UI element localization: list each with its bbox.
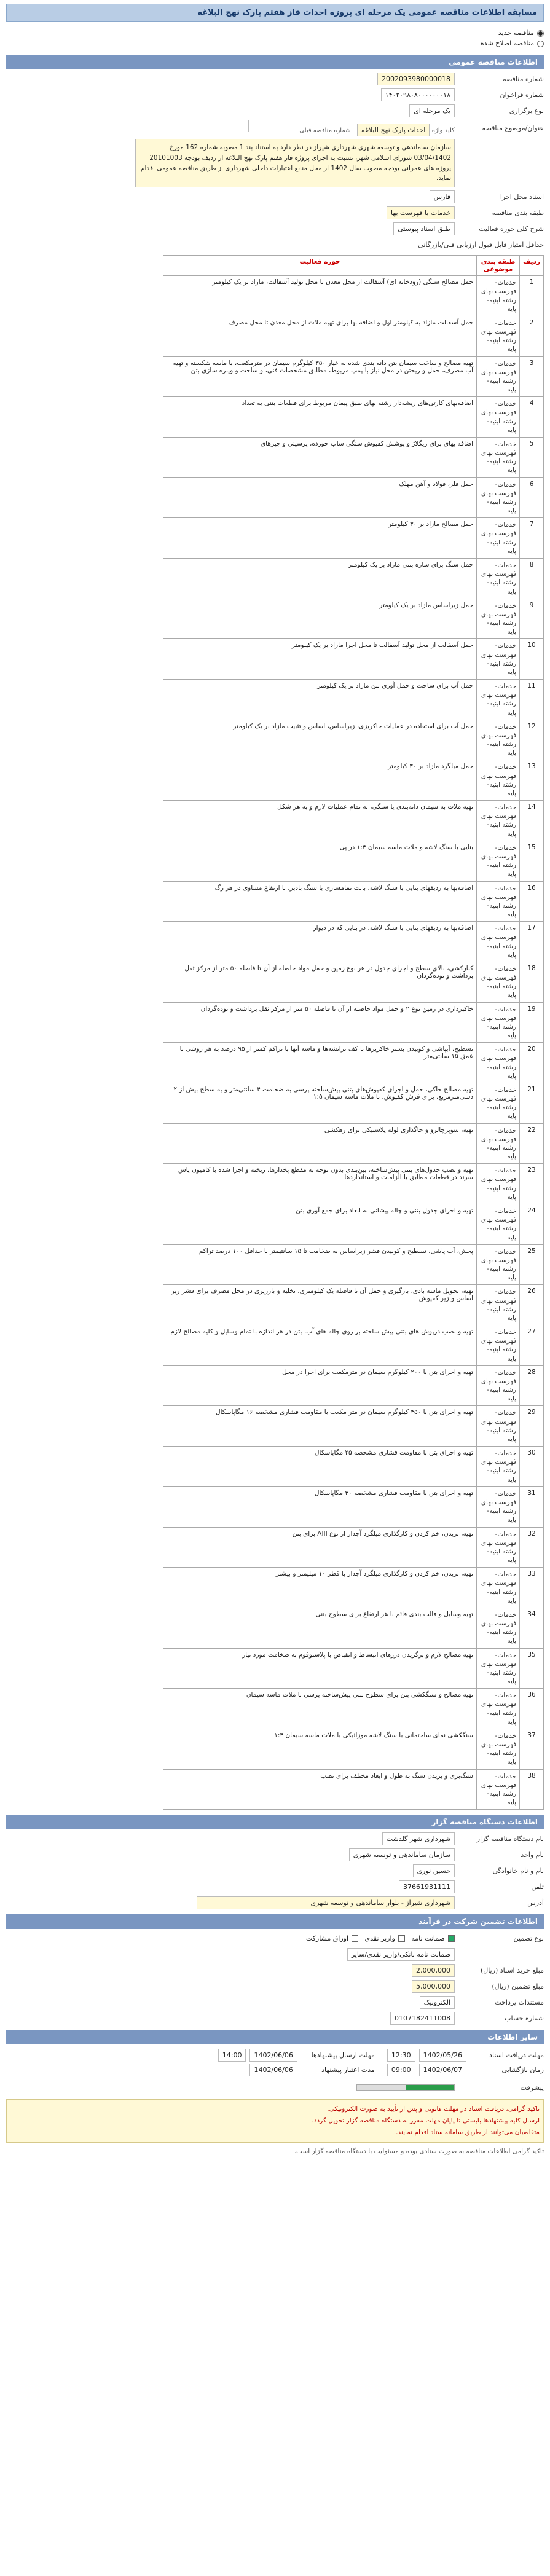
row-index: 34 [520, 1608, 544, 1648]
row-index: 27 [520, 1325, 544, 1366]
org-unit [6, 1848, 544, 1861]
row-category: خدمات-فهرست بهای رشته ابنیه-پایه [477, 720, 520, 760]
page-title: مسابقه اطلاعات مناقصه عمومی یک مرحله ای پروژه احداث فاز هفتم پارک نهج البلاغه [6, 4, 544, 22]
row-category: خدمات-فهرست بهای رشته ابنیه-پایه [477, 1285, 520, 1325]
table-row [163, 1568, 544, 1608]
row-category: خدمات-فهرست بهای رشته ابنیه-پایه [477, 1083, 520, 1123]
org-name [6, 1832, 544, 1845]
date-value: 1402/06/06 [249, 2064, 297, 2076]
row-index: 19 [520, 1002, 544, 1043]
table-row [163, 316, 544, 356]
row-description: تهیه، سوپرچالرو و حاگذاری لوله پلاستیکی برای زهکشی [163, 1123, 477, 1164]
date-value: 1402/06/07 [419, 2064, 466, 2076]
row-index: 10 [520, 639, 544, 680]
field-label: شماره مناقصه [503, 74, 544, 83]
table-row [163, 962, 544, 1002]
section-guarantee: اطلاعات تضمین شرکت در فرآیند [6, 1914, 544, 1929]
row-category: خدمات-فهرست بهای رشته ابنیه-پایه [477, 1164, 520, 1204]
field-number [6, 72, 544, 85]
row-description: تهیه و اجرای جدول بتنی و چاله پیشانی به ابعاد برای جمع آوری بتن [163, 1204, 477, 1245]
row-index: 17 [520, 922, 544, 962]
progress-row [6, 2081, 544, 2094]
request-number-value: ۱۴۰۲۰۹۸۰۸۰۰۰۰۰۰۰۱۸ [381, 88, 455, 101]
row-index: 4 [520, 397, 544, 438]
row-description: پخش، آب پاشی، تسطیح و کوبیدن قشر زیراساس به ضخامت تا ۱۵ سانتیمتر با حداقل ۱۰۰ درصد تراکم [163, 1244, 477, 1285]
table-row [163, 1325, 544, 1366]
row-description: حمل میلگرد مازاد بر ۳۰ کیلومتر [163, 760, 477, 801]
table-row [163, 1447, 544, 1487]
radio-icon[interactable] [537, 30, 544, 37]
row-description: اضافه‌بها به ردیفهای بنایی با سنگ لاشه، در بنایی که در دیوار [163, 922, 477, 962]
title-small: کلید واژه [431, 127, 455, 134]
type-options [6, 25, 544, 50]
org-contact [6, 1864, 544, 1877]
table-row [163, 1204, 544, 1245]
field-label: مستندات پرداخت [495, 1998, 544, 2006]
row-index: 12 [520, 720, 544, 760]
note: ارسال کلیه پیشنهادها بایستی تا پایان مهلت مقرر به دستگاه مناقصه گزار تحویل گردد. [312, 2117, 540, 2125]
row-category: خدمات-فهرست بهای رشته ابنیه-پایه [477, 1527, 520, 1568]
table-row [163, 1486, 544, 1527]
row-category: خدمات-فهرست بهای رشته ابنیه-پایه [477, 1486, 520, 1527]
row-category: خدمات-فهرست بهای رشته ابنیه-پایه [477, 276, 520, 316]
org-address [6, 1896, 544, 1909]
row-category: خدمات-فهرست بهای رشته ابنیه-پایه [477, 477, 520, 518]
field-label: آدرس [527, 1898, 544, 1907]
type-option-label: مناقصه اصلاح شده [480, 39, 534, 47]
number-value[interactable]: 2002093980000018 [377, 73, 455, 85]
location-value: فارس [430, 190, 455, 203]
row-description: تهیه مصالح لازم و برگزیدن درزهای انبساط و انقباض با پلاستوفوم به ضخامت مورد نیاز [163, 1648, 477, 1689]
row-description: حمل فلز، فولاد و آهن مهلک [163, 477, 477, 518]
field-label: نوع برگزاری [509, 106, 544, 115]
row-description: سنگ‌بری و بریدن سنگ به طول و ابعاد مختلف برای نصب [163, 1769, 477, 1810]
table-header [163, 256, 544, 276]
section-other: سایر اطلاعات [6, 2030, 544, 2044]
payment-method-value: الکترونیک [420, 1996, 455, 2009]
org-phone [6, 1880, 544, 1893]
table-row [163, 639, 544, 680]
row-category: خدمات-فهرست بهای رشته ابنیه-پایه [477, 760, 520, 801]
row-index: 22 [520, 1123, 544, 1164]
row-category: خدمات-فهرست بهای رشته ابنیه-پایه [477, 1365, 520, 1406]
table-row [163, 922, 544, 962]
table-row [163, 559, 544, 599]
row-description: تهیه، تحویل ماسه بادی، بارگیری و حمل آن تا فاصله یک کیلومتری، تخلیه و بارریزی در محل مصرف برای قشر زیر اساس و زیر کفپوش [163, 1285, 477, 1325]
table-row [163, 437, 544, 477]
field-label: شرح کلی حوزه فعالیت [479, 224, 544, 233]
table-row [163, 1527, 544, 1568]
row-description: بنایی با سنگ لاشه و ملات ماسه سیمان ۱:۴ در پی [163, 841, 477, 881]
row-category: خدمات-فهرست بهای رشته ابنیه-پایه [477, 680, 520, 720]
items-table [163, 255, 544, 1810]
guarantee-type-value: ضمانت نامه بانکی/واریز نقدی/سایر [347, 1948, 455, 1961]
row-category: خدمات-فهرست بهای رشته ابنیه-پایه [477, 599, 520, 639]
date-doc [218, 2049, 375, 2062]
table-row [163, 1769, 544, 1810]
row-category: خدمات-فهرست بهای رشته ابنیه-پایه [477, 518, 520, 559]
row-category: خدمات-فهرست بهای رشته ابنیه-پایه [477, 1648, 520, 1689]
row-description: حمل آسفالت مازاد به کیلومتر اول و اضافه بها برای تهیه ملات از محل معدن تا محل مصرف [163, 316, 477, 356]
date-value: 1402/05/26 [419, 2049, 466, 2062]
table-row [163, 1608, 544, 1648]
table-row [163, 1043, 544, 1083]
org-unit-value: سازمان ساماندهی و توسعه شهری [349, 1848, 455, 1861]
row-description: تهیه مصالح و سنگکشی بتن برای سطوح بتنی پیش‌ساخته پرسی با ملات ماسه سیمان [163, 1689, 477, 1729]
row-description: حمل آب برای ساخت و حمل آوری بتن مازاد بر یک کیلومتر [163, 680, 477, 720]
area-value: یک مرحله ای [409, 104, 455, 117]
row-index: 15 [520, 841, 544, 881]
row-index: 30 [520, 1447, 544, 1487]
row-index: 16 [520, 881, 544, 922]
section-organizer: اطلاعات دستگاه مناقصه گزار [6, 1815, 544, 1829]
row-index: 13 [520, 760, 544, 801]
guarantee-type [6, 1931, 544, 1945]
col-desc: حوزه فعالیت [163, 256, 477, 276]
row-category: خدمات-فهرست بهای رشته ابنیه-پایه [477, 356, 520, 397]
row-description: حمل مصالح سنگی (رودخانه ای) آسفالت از محل معدن تا محل تولید آسفالت، مازاد بر یک کیلومتر [163, 276, 477, 316]
col-cat: طبقه بندی موضوعی [477, 256, 520, 276]
table-row [163, 1689, 544, 1729]
row-index: 31 [520, 1486, 544, 1527]
row-category: خدمات-فهرست بهای رشته ابنیه-پایه [477, 1729, 520, 1769]
table-row [163, 1164, 544, 1204]
row-description: تهیه و اجرای بتن با مقاومت فشاری مشخصه ۲۵ مگاپاسکال [163, 1447, 477, 1487]
row-index: 8 [520, 559, 544, 599]
table-row [163, 1729, 544, 1769]
row-index: 32 [520, 1527, 544, 1568]
section-info: اطلاعات مناقصه عمومی [6, 55, 544, 69]
field-label: نام دستگاه مناقصه گزار [476, 1834, 544, 1843]
row-description: حمل آب برای استفاده در عملیات خاکریزی، زیراساس، اساس و تثبیت مازاد بر یک کیلومتر [163, 720, 477, 760]
title-key-value: احداث پارک نهج البلاغه [357, 124, 430, 136]
row-description: تهیه و نصب جدول‌های بتنی پیش‌ساخته، بین‌بندی بدون توجه به مقطع پخدارها، ریخته و اجرا شده با کامیون پاس سرند در قطعات مطابق با الزامات و استانداردها [163, 1164, 477, 1204]
prev-number-value [248, 120, 297, 132]
table-row [163, 841, 544, 881]
table-row [163, 599, 544, 639]
footer-text: تاکید گرامی اطلاعات مناقصه به صورت ستادی بوده و مسئولیت با دستگاه مناقصه گزار است. [294, 2147, 544, 2155]
field-label: طبقه بندی مناقصه [492, 208, 544, 217]
doc-fee-value: 2,000,000 [412, 1964, 455, 1977]
note: تاکید گرامی، دریافت اسناد در مهلت قانونی و پس از تأیید به صورت الکترونیکی. [327, 2105, 540, 2113]
check-label: ضمانت نامه [411, 1934, 445, 1942]
row-description: تهیه و اجرای بتن با ۲۰۰ کیلوگرم سیمان در مترمکعب برای اجرا در محل [163, 1365, 477, 1406]
table-row [163, 1648, 544, 1689]
row-category: خدمات-فهرست بهای رشته ابنیه-پایه [477, 881, 520, 922]
row-index: 28 [520, 1365, 544, 1406]
row-description: اضافه‌بها به ردیفهای بنایی با سنگ لاشه، بابت نمامسازی با سنگ بادبر، با ارتفاع مساوی در هر رگ [163, 881, 477, 922]
org-name-value: شهرداری شهر گلدشت [382, 1832, 455, 1845]
field-label: شماره فراخوان [500, 90, 544, 99]
note: متقاضیان می‌توانند از طریق سامانه ستاد اقدام نمایند. [396, 2129, 540, 2137]
payment-method [6, 1995, 544, 2009]
table-row [163, 680, 544, 720]
row-description: حمل سنگ برای سازه بتنی مازاد بر یک کیلومتر [163, 559, 477, 599]
check-label: واریز نقدی [364, 1934, 395, 1942]
row-description: تهیه و اجرای بتن با مقاومت فشاری مشخصه ۳۰ مگاپاسکال [163, 1486, 477, 1527]
time-value: 14:00 [218, 2049, 246, 2062]
date-validity [218, 2064, 375, 2076]
row-category: خدمات-فهرست بهای رشته ابنیه-پایه [477, 801, 520, 841]
row-category: خدمات-فهرست بهای رشته ابنیه-پایه [477, 1769, 520, 1810]
row-description: تهیه، بریدن، خم کردن و کارگذاری میلگرد آجدار با قطر ۱۰ میلیمتر و بیشتر [163, 1568, 477, 1608]
date-open [387, 2064, 544, 2076]
progress-bar [356, 2084, 455, 2091]
table-row [163, 881, 544, 922]
field-classification [6, 206, 544, 219]
row-category: خدمات-فهرست بهای رشته ابنیه-پایه [477, 639, 520, 680]
row-index: 2 [520, 316, 544, 356]
row-category: خدمات-فهرست بهای رشته ابنیه-پایه [477, 1568, 520, 1608]
notes [6, 2099, 544, 2143]
field-label: مهلت دریافت اسناد [489, 2051, 544, 2060]
field-label: مهلت ارسال پیشنهادها [311, 2051, 375, 2060]
table-row [163, 1083, 544, 1123]
col-idx: ردیف [520, 256, 544, 276]
row-index: 18 [520, 962, 544, 1002]
org-contact-value: حسین نوری [413, 1864, 455, 1877]
field-label: مبلغ تضمین (ریال) [492, 1982, 544, 1990]
row-description: اضافه‌بهای کارتی‌های ریشه‌دار رشته بهای طبق پیمان مربوط برای قطعات بتنی به تعداد [163, 397, 477, 438]
row-category: خدمات-فهرست بهای رشته ابنیه-پایه [477, 397, 520, 438]
row-category: خدمات-فهرست بهای رشته ابنیه-پایه [477, 962, 520, 1002]
row-index: 1 [520, 276, 544, 316]
row-category: خدمات-فهرست بهای رشته ابنیه-پایه [477, 1325, 520, 1366]
row-index: 21 [520, 1083, 544, 1123]
field-description [6, 139, 544, 187]
field-label: اسناد محل اجرا [500, 192, 544, 201]
row-description: تهیه وسایل و قالب بندی قائم با هر ارتفاع برای سطوح بتنی [163, 1608, 477, 1648]
row-description: حمل مصالح مازاد بر ۳۰ کیلومتر [163, 518, 477, 559]
row-category: خدمات-فهرست بهای رشته ابنیه-پایه [477, 841, 520, 881]
row-category: خدمات-فهرست بهای رشته ابنیه-پایه [477, 1123, 520, 1164]
row-index: 23 [520, 1164, 544, 1204]
field-min-score [6, 238, 544, 251]
row-index: 26 [520, 1285, 544, 1325]
field-title-key [6, 120, 544, 136]
field-label: نام و نام خانوادگی [492, 1866, 544, 1875]
row-description: خاکبرداری در زمین نوع ۲ و حمل مواد حاصله از آن تا فاصله ۵۰ متر از مرکز ثقل برداشت و توده‌گردان [163, 1002, 477, 1043]
type-option-amended[interactable] [6, 38, 544, 49]
row-category: خدمات-فهرست بهای رشته ابنیه-پایه [477, 316, 520, 356]
field-label: زمان بازگشایی [501, 2066, 544, 2075]
table-row [163, 397, 544, 438]
row-description: تهیه، بریدن، خم کردن و کارگذاری میلگرد آجدار از نوع AIII برای بتن [163, 1527, 477, 1568]
row-index: 35 [520, 1648, 544, 1689]
table-row [163, 1365, 544, 1406]
org-phone-value: 37661931111 [399, 1880, 455, 1893]
row-category: خدمات-فهرست بهای رشته ابنیه-پایه [477, 1406, 520, 1447]
row-category: خدمات-فهرست بهای رشته ابنیه-پایه [477, 559, 520, 599]
field-label: پیشرفت [520, 2083, 544, 2092]
date-grid [6, 2047, 544, 2078]
time-value: 12:30 [387, 2049, 415, 2062]
guarantee-amount-value: 5,000,000 [412, 1980, 455, 1993]
row-index: 6 [520, 477, 544, 518]
row-index: 5 [520, 437, 544, 477]
row-index: 29 [520, 1406, 544, 1447]
row-index: 25 [520, 1244, 544, 1285]
check-label: اوراق مشارکت [305, 1934, 349, 1942]
checkbox-icon[interactable] [448, 1935, 455, 1942]
row-description: کنارکشی، بالای سطح و اجرای جدول در هر نوع زمین و حمل مواد حاصله از آن تا فاصله ۵۰ متر از مرکز ثقل برداشت و توده‌گردان [163, 962, 477, 1002]
radio-icon[interactable] [537, 41, 544, 47]
table-row [163, 518, 544, 559]
row-index: 14 [520, 801, 544, 841]
table-row [163, 801, 544, 841]
table-row [163, 720, 544, 760]
row-index: 3 [520, 356, 544, 397]
field-label: عنوان/موضوع مناقصه [482, 124, 544, 132]
field-scope [6, 222, 544, 235]
field-label: مدت اعتبار پیشنهاد [321, 2066, 375, 2075]
org-address-value: شهرداری شیراز - بلوار ساماندهی و توسعه شهری [197, 1896, 455, 1909]
account [6, 2011, 544, 2025]
row-category: خدمات-فهرست بهای رشته ابنیه-پایه [477, 1002, 520, 1043]
checkbox-icon[interactable] [398, 1935, 405, 1942]
table-row [163, 1406, 544, 1447]
table-row [163, 760, 544, 801]
row-index: 36 [520, 1689, 544, 1729]
row-category: خدمات-فهرست بهای رشته ابنیه-پایه [477, 922, 520, 962]
row-description: اضافه بهای برای ریگلاژ و پوشش کفپوش سنگی ساب خورده، پرسینی و چیزهای [163, 437, 477, 477]
row-description: حمل زیراساس مازاد بر یک کیلومتر [163, 599, 477, 639]
row-description: حمل آسفالت از محل تولید آسفالت تا محل اجرا مازاد بر یک کیلومتر [163, 639, 477, 680]
field-label: تلفن [531, 1882, 544, 1891]
progress-fill [406, 2085, 454, 2090]
row-description: تهیه مصالح خاکی، حمل و اجرای کفپوش‌های بتنی پیش‌ساخته پرسی به ضخامت ۴ سانتی‌متر و به سطح بیش از ۲ دسی‌مترمربع، برای فرش کفپوش، با ملات ماسه سیمان ۱:۵ [163, 1083, 477, 1123]
row-category: خدمات-فهرست بهای رشته ابنیه-پایه [477, 1244, 520, 1285]
row-description: تسطیح، آبپاشی و کوبیدن بستر خاکریزها با کف ترانشه‌ها و ماسه آنها با تراکم کمتر از ۹۵ درصد به هر روشی تا عمق ۱۵ سانتی‌متر [163, 1043, 477, 1083]
doc-fee [6, 1963, 544, 1977]
scope-value: طبق اسناد پیوستی [393, 222, 455, 235]
row-category: خدمات-فهرست بهای رشته ابنیه-پایه [477, 1608, 520, 1648]
field-label: نوع تضمین [513, 1934, 544, 1942]
time-value: 09:00 [387, 2064, 415, 2076]
field-request-number [6, 88, 544, 101]
row-category: خدمات-فهرست بهای رشته ابنیه-پایه [477, 1447, 520, 1487]
table-row [163, 276, 544, 316]
table-row [163, 1285, 544, 1325]
description: سازمان ساماندهی و توسعه شهری شهرداری شیراز در نظر دارد به استناد بند 1 مصوبه شماره 162 مورخ 03/04/1402 شورای اسلامی شهر، نسبت به اجرای پروژه فاز هفتم پارک نهج البلاغه از ردیف بودجه 20101003 پروژه های عمرانی بودجه مصوب سال 1402 از محل منابع اعتبارات داخلی شهرداری از طریق مناقصه عمومی اقدام نماید. [135, 139, 455, 187]
row-description: سنگکشی نمای ساختمانی با سنگ لاشه موزائیکی با ملات ماسه سیمان ۱:۴ [163, 1729, 477, 1769]
field-label: شماره حساب [505, 2014, 544, 2022]
type-option-new[interactable] [6, 28, 544, 38]
table-row [163, 356, 544, 397]
row-description: تهیه مصالح و ساخت سیمان بتن دانه بندی شده به عیار ۳۵۰ کیلوگرم سیمان در مترمکعب، با ماسه شکسته و تهیه آب مصرف، حمل و ریختن در محل نیاز با پمپ مربوط، مطابق مشخصات فنی، و ساخت و ویبره سازی بتن [163, 356, 477, 397]
field-label: مبلغ خرید اسناد (ریال) [480, 1966, 544, 1974]
table-row [163, 1244, 544, 1285]
row-index: 11 [520, 680, 544, 720]
row-index: 9 [520, 599, 544, 639]
row-description: تهیه و اجرای بتن با ۳۵۰ کیلوگرم سیمان در متر مکعب با مقاومت فشاری مشخصه ۱۶ مگاپاسکال [163, 1406, 477, 1447]
type-option-label: مناقصه جدید [498, 29, 534, 37]
field-location [6, 190, 544, 203]
date-value: 1402/06/06 [249, 2049, 297, 2062]
row-category: خدمات-فهرست بهای رشته ابنیه-پایه [477, 437, 520, 477]
row-description: تهیه ملات به سیمان دانه‌بندی یا سنگی، به تمام عملیات لازم و به هر شکل [163, 801, 477, 841]
guarantee-amount [6, 1979, 544, 1993]
prev-number-label: شماره مناقصه قبلی [299, 127, 351, 134]
row-index: 37 [520, 1729, 544, 1769]
account-value: 0107182411008 [390, 2012, 455, 2025]
row-category: خدمات-فهرست بهای رشته ابنیه-پایه [477, 1204, 520, 1245]
guarantee-type-desc [6, 1947, 544, 1961]
date-pub [387, 2049, 544, 2062]
row-index: 7 [520, 518, 544, 559]
row-description: تهیه و نصب درپوش های بتنی پیش ساخته بر روی چاله های آب، بتن در هر اندازه با تمام وسایل و کلیه مصالح لازم [163, 1325, 477, 1366]
table-row [163, 1002, 544, 1043]
table-row [163, 1123, 544, 1164]
table-row [163, 477, 544, 518]
field-label: نام واحد [521, 1850, 544, 1859]
row-category: خدمات-فهرست بهای رشته ابنیه-پایه [477, 1043, 520, 1083]
row-category: خدمات-فهرست بهای رشته ابنیه-پایه [477, 1689, 520, 1729]
row-index: 33 [520, 1568, 544, 1608]
field-label: حداقل امتیاز قابل قبول ارزیابی فنی/بازرگانی [418, 240, 544, 249]
field-area [6, 104, 544, 117]
checkbox-icon[interactable] [352, 1935, 358, 1942]
row-index: 24 [520, 1204, 544, 1245]
row-index: 20 [520, 1043, 544, 1083]
row-index: 38 [520, 1769, 544, 1810]
classification-value: خدمات با فهرست بها [387, 206, 455, 219]
